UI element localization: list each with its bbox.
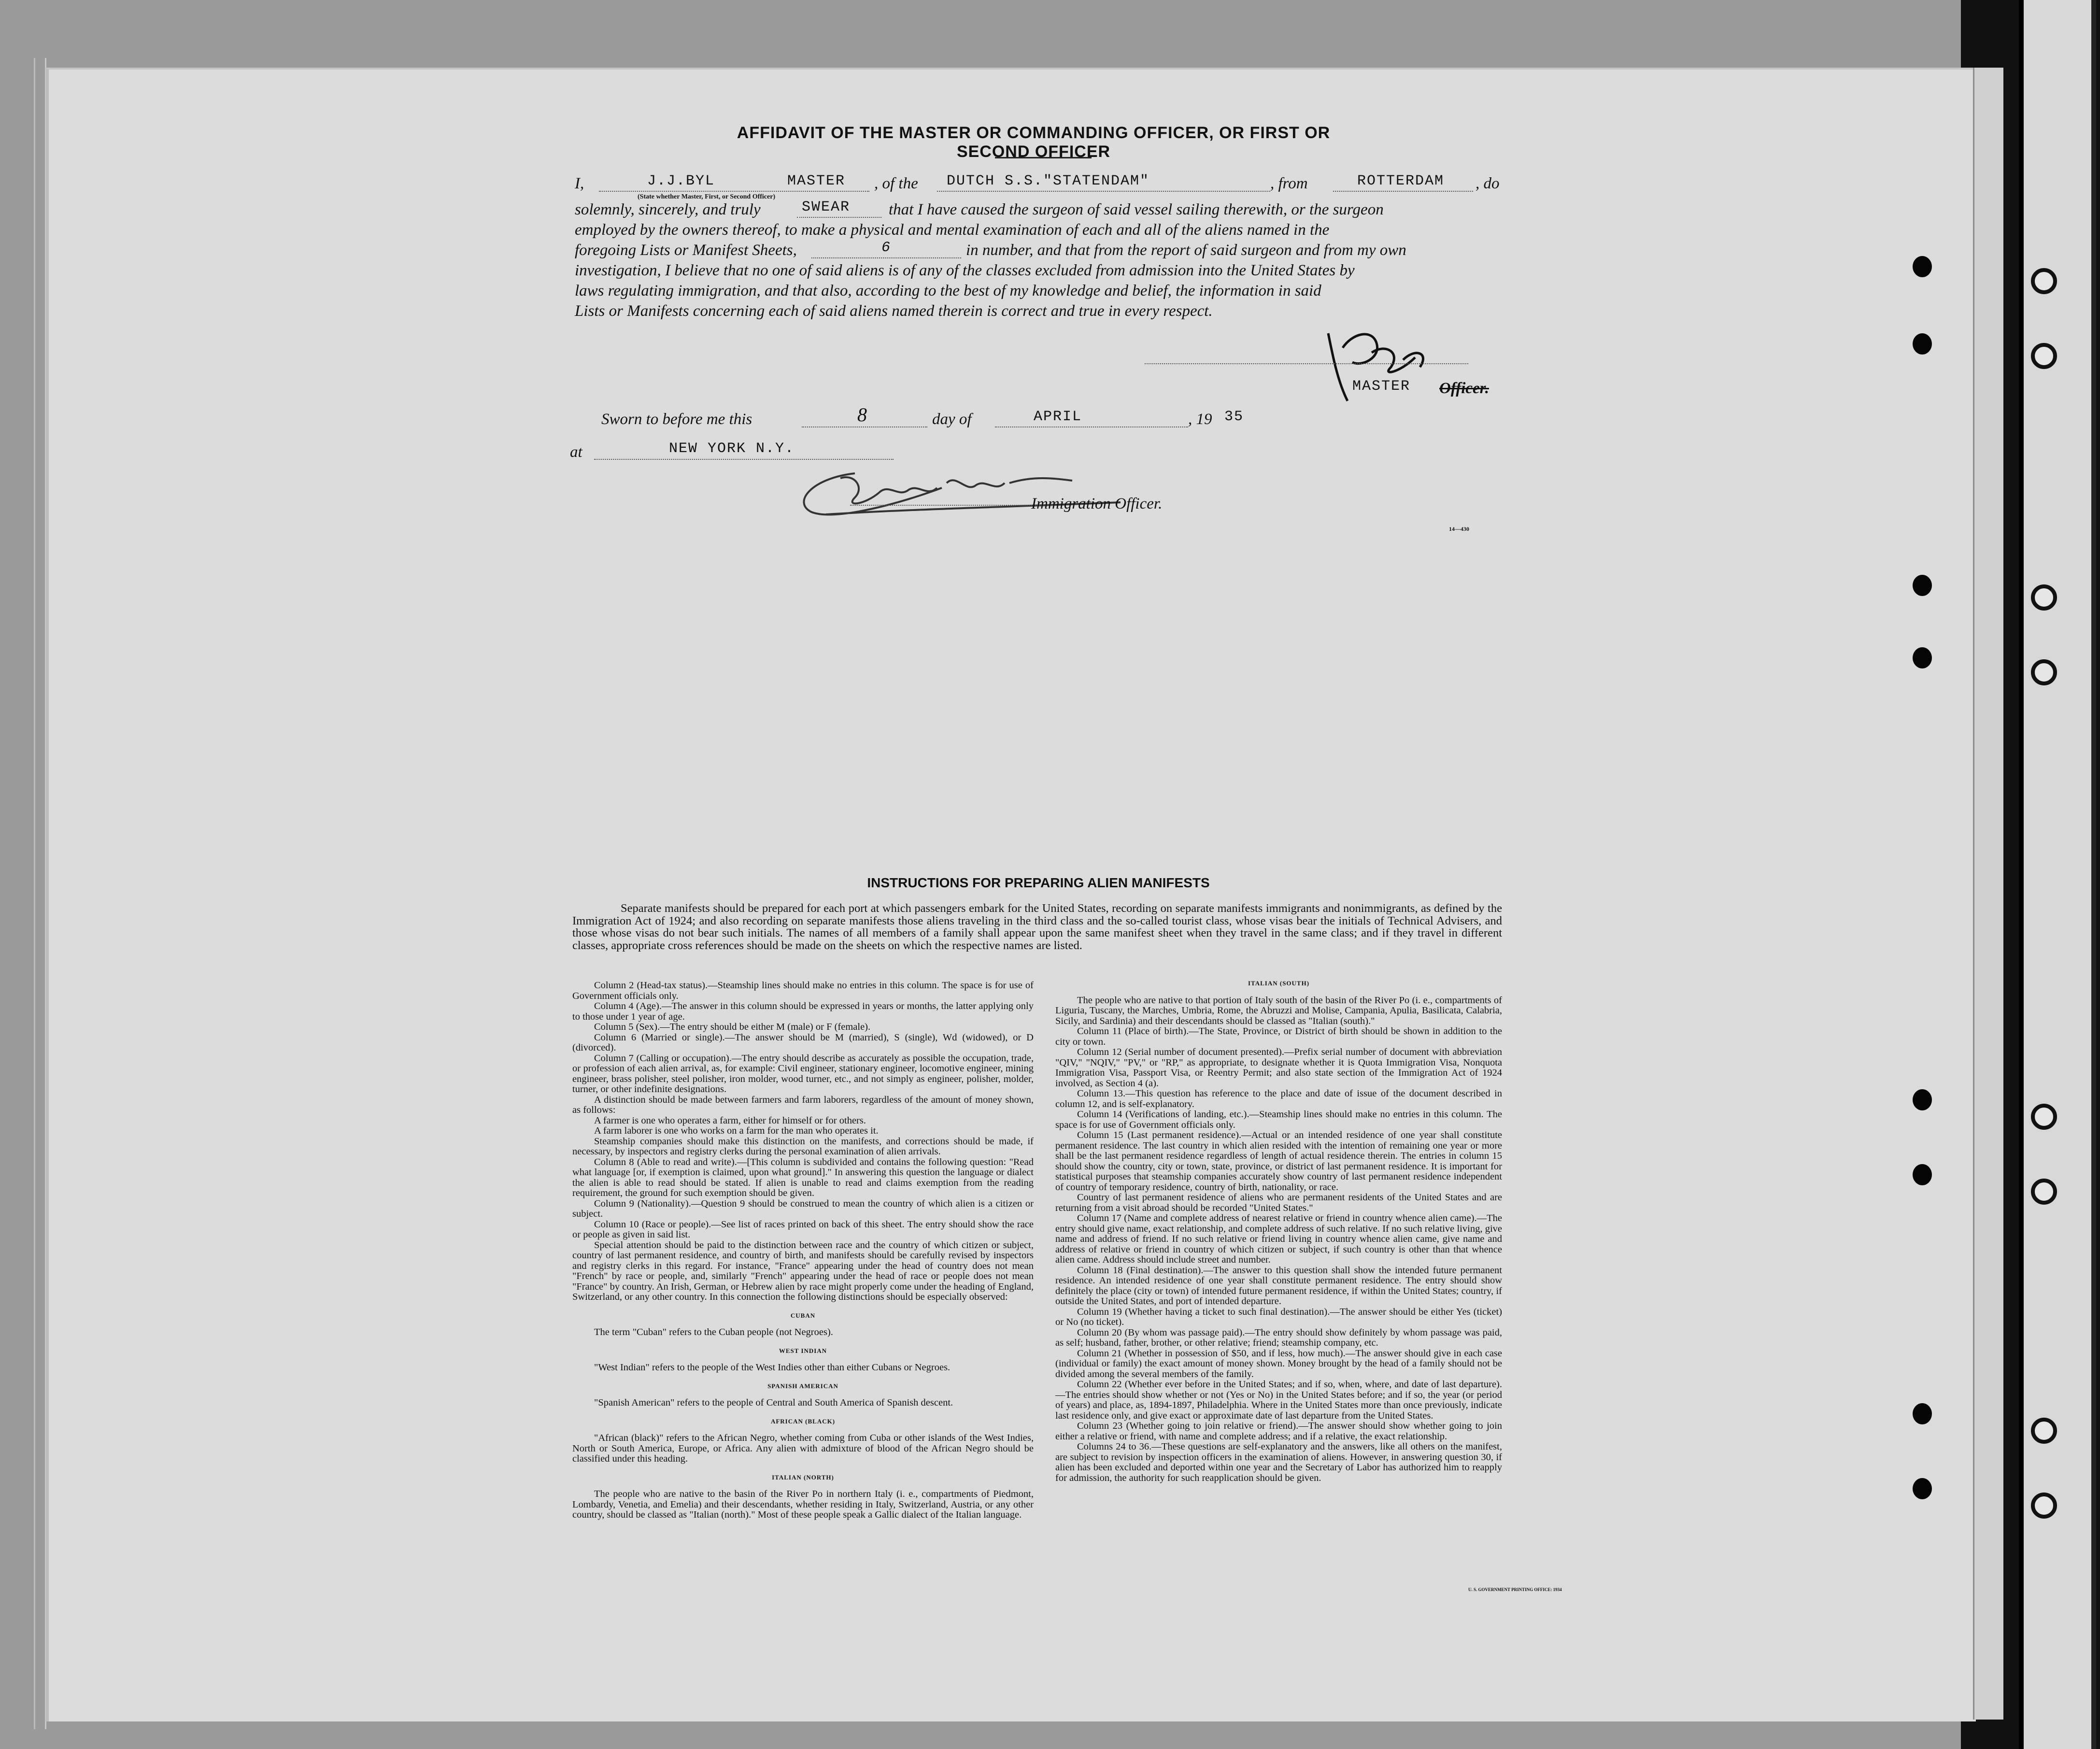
do-label: , do <box>1476 175 1500 192</box>
master-name: J.J.BYL <box>647 173 715 189</box>
sworn-month: APRIL <box>1034 409 1082 425</box>
punch-hole-icon <box>1913 256 1932 277</box>
section-text: "Spanish American" refers to the people of Central and South America of Spanish descent. <box>594 1397 953 1408</box>
section-text: The term "Cuban" refers to the Cuban people (not Negroes). <box>594 1327 833 1337</box>
instruction-paragraph: Column 15 (Last permanent residence).—Actual or an intended residence of one year shall constitute permanent residence. The last country in which alien resided with the intention of remaining one year or more shall be the last permanent residence regardless of length of actual residence therein. The entries in column 15 should show the country, city or town, state, province, or district of last permanent residence. It is important for statistical purposes that steamship companies accurately show country of last permanent residence independent of country of temporary residence, country of birth, nationality, or race. <box>1055 1130 1502 1193</box>
punch-hole-icon <box>1913 1089 1932 1110</box>
sworn-day: 8 <box>857 404 867 426</box>
section-text: "West Indian" refers to the people of the West Indies other than either Cubans or Negroes. <box>594 1362 951 1373</box>
instruction-paragraph: Column 13.—This question has reference to the place and date of issue of the document described in column 12, and is self-explanatory. <box>1055 1088 1502 1109</box>
officer-label: Officer. <box>1439 380 1489 397</box>
section-heading: ITALIAN (NORTH) <box>772 1473 834 1481</box>
instruction-paragraph: Column 12 (Serial number of document presented).—Prefix serial number of document with abbreviation "QIV," "NQIV," "PV," or "RP," as appropriate, to designate whether it is Quota Immigration Visa, Nonquota Immigration Visa, Passport Visa, or Reentry Permit; and also state section of the Immigration Act of 1924 involved, as Section 4 (a). <box>1055 1047 1502 1089</box>
at-label: at <box>570 443 582 461</box>
printer-imprint: U. S. GOVERNMENT PRINTING OFFICE: 1934 <box>1468 1587 1562 1592</box>
section-heading: AFRICAN (BLACK) <box>770 1417 836 1425</box>
instruction-paragraph: Column 8 (Able to read and write).—[This column is subdivided and contains the following question: "Read what language [or, if exemption is claimed, upon what ground]." In answering this question the language or dialect the alien is able to read should be stated. If alien is unable to read and claims exemption from the reading requirement, the ground for such exemption should be given. <box>572 1156 1034 1198</box>
instruction-paragraph: Column 19 (Whether having a ticket to such final destination).—The answer should be either Yes (ticket) or No (no ticket). <box>1055 1306 1502 1327</box>
instruction-paragraph: Column 14 (Verifications of landing, etc.).—Steamship lines should make no entries in this column. The space is for use of Government officials only. <box>1055 1109 1502 1130</box>
instruction-paragraph: Column 4 (Age).—The answer in this column should be expressed in years or months, the latter applying only to those under 1 year of age. <box>572 1001 1034 1022</box>
name-line <box>599 191 869 192</box>
year-prefix: , 19 <box>1188 411 1212 428</box>
punch-hole-icon <box>1913 333 1932 355</box>
instruction-paragraph: Column 17 (Name and complete address of nearest relative or friend in country whence alien came).—The entry should give name, exact relationship, and complete address of such relative. If no such relative living, give name and address of friend. If no such relative or friend living in country whence alien came, give name and address of relative or friend in country of which citizen or subject, if such country is other than that whence alien came. Address should include street and number. <box>1055 1213 1502 1265</box>
instruction-paragraph: Steamship companies should make this distinction on the manifests, and corrections should be made, if necessary, by inspectors and registry clerks during the personal examination of alien arrivals. <box>572 1136 1034 1157</box>
title-rule <box>995 157 1092 158</box>
sheet-count-line <box>811 257 961 258</box>
instructions-right-column <box>1055 978 1502 1483</box>
stacked-page-edges <box>34 58 46 1729</box>
affidavit-line-6: laws regulating immigration, and that also, according to the best of my knowledge and belief, the information in said <box>575 282 1321 299</box>
affidavit-line-4b: in number, and that from the report of said surgeon and from my own <box>966 242 1406 259</box>
instruction-paragraph: Column 6 (Married or single).—The answer should be M (married), S (single), Wd (widowed), or D (divorced). <box>572 1032 1034 1053</box>
punch-hole-icon <box>1913 647 1932 668</box>
instruction-paragraph: Columns 24 to 36.—These questions are self-explanatory and the answers, like all others on the manifest, are subject to revision by inspection officers in the examination of aliens. However, in answering question 30, if alien has been excluded and deported within one year and the Secretary of Labor has authorized him to reapply for admission, the authority for such reapplication should be given. <box>1055 1441 1502 1483</box>
section-heading: SPANISH AMERICAN <box>767 1382 838 1390</box>
affidavit-line-3: employed by the owners thereof, to make a physical and mental examination of each and all of the aliens named in the <box>575 221 1330 239</box>
instruction-paragraph: The people who are native to that portion of Italy south of the basin of the River Po (i. e., compartments of Liguria, Tuscany, the Marches, Umbria, Rome, the Abruzzi and Molise, Campania, Apulia, Basilicata, Calabria, Sicily, and Sardinia) and their descendants should be classed as "Italian (south)." <box>1055 995 1502 1026</box>
sworn-label: Sworn to before me this <box>601 411 752 428</box>
section-text: The people who are native to the basin of the River Po in northern Italy (i. e., compartments of Piedmont, Lombardy, Venetia, and Emelia) and their descendants, whether residing in Italy, Switzerland, Austria, or any other country, should be classed as "Italian (north)." Most of these people speak a Gallic dialect of the Italian language. <box>572 1489 1034 1520</box>
binder-strip <box>2019 0 2096 1749</box>
binder-ring-icon <box>2031 1104 2057 1130</box>
master-signature-line <box>1145 363 1468 364</box>
affidavit-line-2a: solemnly, sincerely, and truly <box>575 201 761 218</box>
rank-note: (State whether Master, First, or Second Officer) <box>638 193 776 200</box>
day-of-label: day of <box>932 411 972 428</box>
of-the-label: , of the <box>874 175 918 192</box>
instruction-paragraph: A distinction should be made between farmers and farm laborers, regardless of the amount of money shown, as follows: <box>572 1094 1034 1115</box>
binder-ring-icon <box>2031 659 2057 685</box>
immigration-officer-label: Immigration Officer. <box>1031 495 1163 512</box>
form-number: 14—430 <box>1449 526 1469 532</box>
punch-hole-icon <box>1913 1478 1932 1499</box>
instruction-paragraph: Column 5 (Sex).—The entry should be either M (male) or F (female). <box>594 1022 871 1032</box>
affidavit-line-4a: foregoing Lists or Manifest Sheets, <box>575 242 797 259</box>
binder-ring-icon <box>2031 1493 2057 1519</box>
instruction-paragraph: Column 23 (Whether going to join relative or friend).—The answer should show whether going to join either a relative or friend, with name and complete address; and if a relative, the exact relationship. <box>1055 1421 1502 1442</box>
port-line <box>1333 191 1473 192</box>
sheet-right-edge <box>1973 68 2003 1720</box>
section-text: "African (black)" refers to the African Negro, whether coming from Cuba or other islands of the West Indies, North or South America, Europe, or Africa. Any alien with admixture of blood of the African Negro should be classified under this heading. <box>572 1433 1034 1464</box>
instruction-paragraph: Column 11 (Place of birth).—The State, Province, or District of birth should be shown in addition to the city or town. <box>1055 1026 1502 1047</box>
instruction-paragraph: Column 9 (Nationality).—Question 9 should be construed to mean the country of which alien is a citizen or subject. <box>572 1198 1034 1219</box>
affidavit-i: I, <box>575 175 584 192</box>
master-rank: MASTER <box>787 173 846 189</box>
oath-word: SWEAR <box>802 199 851 215</box>
instructions-left-column <box>572 981 1034 1521</box>
instruction-paragraph: Country of last permanent residence of aliens who are permanent residents of the United States and are returning from a visit abroad should be recorded "United States." <box>1055 1192 1502 1213</box>
punch-hole-icon <box>1913 575 1932 596</box>
instruction-paragraph: A farm laborer is one who works on a farm for the man who operates it. <box>594 1125 879 1136</box>
section-heading: CUBAN <box>790 1311 816 1319</box>
instructions-intro: Separate manifests should be prepared for each port at which passengers embark for the United States, recording on separate manifests immigrants and nonimmigrants, as defined by the Immigration Act of 1924; and also recording on separate manifests those aliens traveling in the third class and the so-called tourist class, whose visas bear the initials of Technical Advisers, and those whose visas do not bear such initials. The names of all members of a family shall appear upon the same manifest sheet when they travel in the same class; and if they travel in different classes, appropriate cross references should be made on the sheets on which the respective names are listed. <box>572 902 1502 952</box>
vessel-name: DUTCH S.S."STATENDAM" <box>947 173 1150 189</box>
instruction-paragraph: Column 7 (Calling or occupation).—The entry should describe as accurately as possible the occupation, trade, or profession of each alien arrival, as, for example: Civil engineer, stationary engineer, locomotive engineer, mining engineer, brass polisher, steel polisher, iron molder, wood turner, etc., and not simply as engineer, polisher, molder, turner, or other indefinite designations. <box>572 1052 1034 1095</box>
punch-hole-icon <box>1913 1403 1932 1424</box>
departure-port: ROTTERDAM <box>1357 173 1445 189</box>
section-heading: WEST INDIAN <box>779 1347 827 1354</box>
binder-ring-icon <box>2031 1418 2057 1444</box>
year-suffix: 35 <box>1224 409 1244 425</box>
instruction-paragraph: Column 20 (By whom was passage paid).—The entry should show definitely by whom passage was paid, as self; husband, father, brother, or other relative; friend; steamship company, etc. <box>1055 1327 1502 1348</box>
instruction-paragraph: Column 2 (Head-tax status).—Steamship lines should make no entries in this column. The space is for use of Government officials only. <box>572 980 1034 1001</box>
section-heading: ITALIAN (SOUTH) <box>1248 980 1310 987</box>
master-signature <box>1319 314 1444 411</box>
oath-line <box>797 217 881 218</box>
from-label: , from <box>1270 175 1308 192</box>
binder-ring-icon <box>2031 343 2057 369</box>
instruction-paragraph: A farmer is one who operates a farm, either for himself or for others. <box>594 1115 866 1126</box>
affidavit-line-5: investigation, I believe that no one of said aliens is of any of the classes excluded from admission into the United States by <box>575 262 1355 279</box>
instruction-paragraph: Column 18 (Final destination).—The answer to this question shall show the intended future permanent residence. An intended residence of one year shall constitute permanent residence. The entry should show definitely the place (city or town) of intended future permanent residence, if within the United States; country, if outside the United States, and port of intended departure. <box>1055 1265 1502 1307</box>
vessel-line <box>937 191 1270 192</box>
sheet-count: 6 <box>881 240 892 256</box>
punch-hole-icon <box>1913 1164 1932 1185</box>
officer-signature-line <box>850 505 1053 506</box>
binder-ring-icon <box>2031 1179 2057 1205</box>
affidavit-line-7: Lists or Manifests concerning each of said aliens named therein is correct and true in every respect. <box>575 302 1213 320</box>
signer-rank: MASTER <box>1352 378 1411 395</box>
instruction-paragraph: Column 10 (Race or people).—See list of races printed on back of this sheet. The entry should show the race or people as given in said list. <box>572 1219 1034 1240</box>
instruction-paragraph: Column 22 (Whether ever before in the United States; and if so, when, where, and date of last departure).—The entries should show whether or not (Yes or No) in the United States before; and if so, the year (or period of years) and place, as, 1894-1897, Philadelphia. Where in the United States more than once previously, indicate last residence only, and give exact or approximate date of last departure from the United States. <box>1055 1379 1502 1421</box>
binder-ring-icon <box>2031 584 2057 611</box>
instruction-paragraph: Column 21 (Whether in possession of $50, and if less, how much).—The answer should give in each case (individual or family) the exact amount of money shown. Money brought by the head of a family should not be divided among the several members of the family. <box>1055 1348 1502 1379</box>
sworn-place: NEW YORK N.Y. <box>669 441 795 457</box>
affidavit-line-2b: that I have caused the surgeon of said vessel sailing therewith, or the surgeon <box>889 201 1384 218</box>
instruction-paragraph: Special attention should be paid to the distinction between race and the country of which citizen or subject, country of last permanent residence, and country of birth, and manifests should be carefully revised by inspectors and registry clerks in this regard. For instance, "France" appearing under the head of country does not mean "French" by race or people, and, similarly "French" appearing under the head of race or people does not mean "France" by country. An Irish, German, or Hebrew alien by race might properly come under the heading of England, Switzerland, or any other country. In this connection the following distinctions should be especially observed: <box>572 1239 1034 1302</box>
binder-ring-icon <box>2031 268 2057 294</box>
instructions-title: INSTRUCTIONS FOR PREPARING ALIEN MANIFESTS <box>867 875 1210 890</box>
